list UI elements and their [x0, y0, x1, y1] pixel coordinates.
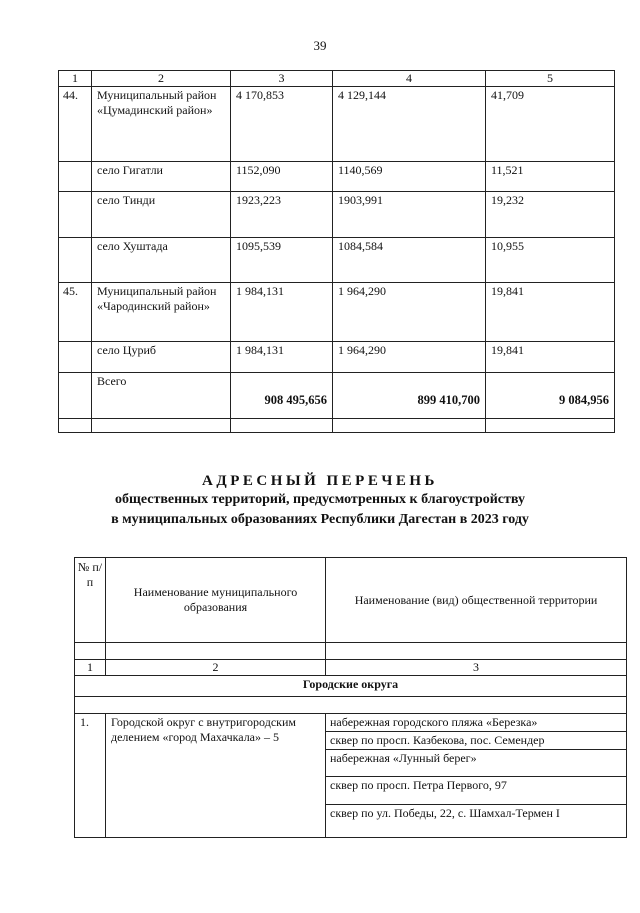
total-label: Всего [92, 373, 231, 419]
header-cell: 3 [231, 71, 333, 87]
header-cell: 2 [92, 71, 231, 87]
row-name: Муниципальный район «Чародинский район» [92, 283, 231, 342]
table-row [59, 238, 615, 283]
row-name: Муниципальный район «Цумадинский район» [92, 87, 231, 162]
row-value: 10,955 [486, 238, 615, 283]
table-row [59, 283, 615, 342]
territory-entry: сквер по просп. Петра Первого, 97 [326, 777, 627, 805]
total-value: 908 495,656 [231, 373, 333, 419]
row-value: 1 984,131 [231, 342, 333, 373]
row-value: 1084,584 [333, 238, 486, 283]
empty-cell [75, 643, 106, 660]
row-value: 19,232 [486, 192, 615, 238]
table-row [75, 714, 627, 732]
table-row [59, 342, 615, 373]
empty-row [59, 419, 615, 433]
item-municipality: Городской округ с внутригородским делением «город Махачкала» – 5 [106, 714, 326, 838]
row-value: 1903,991 [333, 192, 486, 238]
territory-entry: сквер по просп. Казбекова, пос. Семендер [326, 732, 627, 750]
row-number [59, 238, 92, 283]
total-number-cell [59, 373, 92, 419]
document-title: АДРЕСНЫЙ ПЕРЕЧЕНЬ [202, 473, 438, 489]
empty-cell [75, 697, 627, 714]
row-value: 1923,223 [231, 192, 333, 238]
empty-cell [92, 419, 231, 433]
row-value: 4 129,144 [333, 87, 486, 162]
header-municipality: Наименование муниципального образования [106, 558, 326, 643]
empty-cell [231, 419, 333, 433]
total-row [59, 373, 615, 419]
header-number: № п/п [75, 558, 106, 643]
table-header-row [59, 71, 615, 87]
row-value: 1 964,290 [333, 283, 486, 342]
table-header-row [75, 558, 627, 643]
table-row [59, 192, 615, 238]
row-value: 1140,569 [333, 162, 486, 192]
row-name: село Гигатли [92, 162, 231, 192]
column-number: 1 [75, 660, 106, 676]
header-territory: Наименование (вид) общественной территории [326, 558, 627, 643]
territory-entry: набережная городского пляжа «Березка» [326, 714, 627, 732]
territories-table [74, 557, 627, 838]
total-value: 9 084,956 [486, 373, 615, 419]
row-number [59, 342, 92, 373]
row-value: 4 170,853 [231, 87, 333, 162]
funding-table [58, 70, 615, 433]
row-number: 45. [59, 283, 92, 342]
row-value: 41,709 [486, 87, 615, 162]
column-number: 2 [106, 660, 326, 676]
page-number: 39 [313, 38, 327, 53]
row-value: 19,841 [486, 283, 615, 342]
empty-cell [106, 643, 326, 660]
table-row [59, 87, 615, 162]
column-number: 3 [326, 660, 627, 676]
header-cell: 5 [486, 71, 615, 87]
row-value: 19,841 [486, 342, 615, 373]
header-cell: 4 [333, 71, 486, 87]
spacer-row [75, 643, 627, 660]
empty-cell [486, 419, 615, 433]
table-row [59, 162, 615, 192]
empty-cell [59, 419, 92, 433]
column-numbers-row [75, 660, 627, 676]
row-number: 44. [59, 87, 92, 162]
header-cell: 1 [59, 71, 92, 87]
territory-entry: набережная «Лунный берег» [326, 750, 627, 777]
row-value: 1 984,131 [231, 283, 333, 342]
row-number [59, 192, 92, 238]
document-subtitle-line-1: общественных территорий, предусмотренных к благоустройству [115, 492, 525, 507]
row-value: 11,521 [486, 162, 615, 192]
empty-cell [333, 419, 486, 433]
row-name: село Хуштада [92, 238, 231, 283]
row-value: 1095,539 [231, 238, 333, 283]
spacer-row [75, 697, 627, 714]
row-name: село Цуриб [92, 342, 231, 373]
total-value: 899 410,700 [333, 373, 486, 419]
item-number: 1. [75, 714, 106, 838]
row-name: село Тинди [92, 192, 231, 238]
document-subtitle-line-2: в муниципальных образованиях Республики Дагестан в 2023 году [111, 512, 529, 527]
row-value: 1 964,290 [333, 342, 486, 373]
row-number [59, 162, 92, 192]
section-row [75, 676, 627, 697]
row-value: 1152,090 [231, 162, 333, 192]
empty-cell [326, 643, 627, 660]
section-title: Городские округа [75, 676, 627, 697]
territory-entry: сквер по ул. Победы, 22, с. Шамхал-Термен I [326, 805, 627, 838]
